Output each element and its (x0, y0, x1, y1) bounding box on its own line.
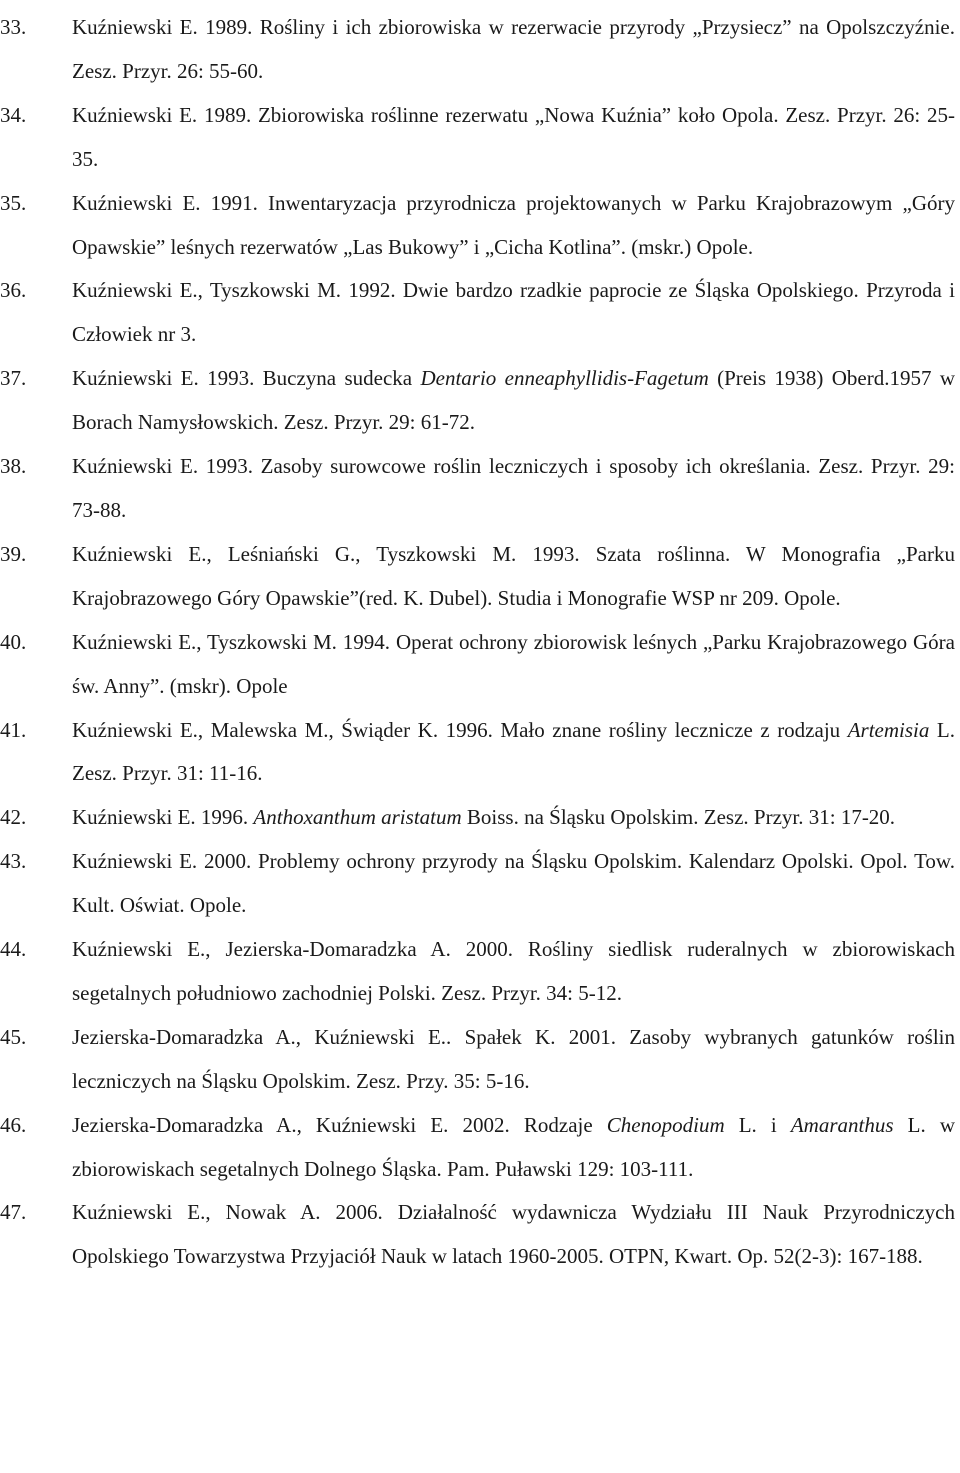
reference-item (0, 6, 955, 94)
reference-text (72, 366, 955, 434)
reference-text-part: Kuźniewski E. 1989. Rośliny i ich zbiorowiska w rezerwacie przyrody „Przysiecz” na Opolszczyźnie. Zesz. Przyr. 26: 55-60. (72, 15, 955, 83)
reference-text (72, 103, 955, 171)
reference-text-part: Kuźniewski E. 1989. Zbiorowiska roślinne rezerwatu „Nowa Kuźnia” koło Opola. Zesz. Przyr. 26: 25-35. (72, 102, 955, 171)
taxon-name-italic: Artemisia (847, 717, 930, 742)
reference-item (0, 533, 955, 621)
reference-item (0, 357, 955, 445)
reference-number: 38. (0, 454, 27, 479)
reference-number: 41. (0, 717, 27, 742)
reference-text (72, 454, 955, 522)
reference-number: 43. (0, 849, 27, 874)
taxon-name-italic: Chenopodium (606, 1112, 725, 1137)
reference-item (0, 840, 955, 928)
reference-number: 39. (0, 541, 27, 566)
reference-item (0, 1191, 955, 1279)
reference-text-part: Kuźniewski E., Tyszkowski M. 1992. Dwie bardzo rzadkie paprocie ze Śląska Opolskiego. Przyroda i Człowiek nr 3. (72, 278, 955, 347)
reference-text-part: L. Zesz. Przyr. 31: 11-16. (72, 717, 956, 786)
reference-number: 45. (0, 1024, 27, 1049)
reference-number: 46. (0, 1112, 27, 1137)
reference-text (72, 278, 955, 346)
reference-text-part: Kuźniewski E., Malewska M., Świąder K. 1996. Mało znane rośliny lecznicze z rodzaju (72, 717, 848, 742)
reference-text-part: Boiss. na Śląsku Opolskim. Zesz. Przyr. 31: 17-20. (461, 805, 896, 830)
reference-text (72, 1113, 955, 1181)
reference-text (72, 542, 955, 610)
reference-item (0, 1104, 955, 1192)
reference-text (72, 191, 955, 259)
reference-text-part: Kuźniewski E., Jezierska-Domaradzka A. 2000. Rośliny siedlisk ruderalnych w zbiorowiskach segetalnych południowo zachodniej Polski. Zesz. Przyr. 34: 5-12. (72, 937, 955, 1005)
reference-number: 35. (0, 190, 27, 215)
reference-text-part: Kuźniewski E. 1996. (72, 805, 254, 830)
reference-number: 44. (0, 937, 27, 962)
taxon-name-italic: Anthoxanthum aristatum (253, 805, 462, 830)
reference-text-part: Jezierska-Domaradzka A., Kuźniewski E.. Spałek K. 2001. Zasoby wybranych gatunków roślin leczniczych na Śląsku Opolskim. Zesz. Przy. 35: 5-16. (72, 1024, 955, 1093)
reference-text (72, 849, 955, 917)
reference-text-part: L. w zbiorowiskach segetalnych Dolnego Śląska. Pam. Puławski 129: 103-111. (72, 1112, 955, 1181)
reference-text (72, 630, 955, 698)
taxon-name-italic: Dentario enneaphyllidis-Fagetum (420, 366, 709, 391)
reference-list (0, 6, 958, 1279)
reference-item (0, 94, 955, 182)
reference-number: 40. (0, 629, 27, 654)
reference-text (72, 15, 955, 83)
reference-text-part: (Preis 1938) Oberd.1957 w Borach Namysłowskich. Zesz. Przyr. 29: 61-72. (72, 366, 955, 435)
reference-text-part: Kuźniewski E. 1991. Inwentaryzacja przyrodnicza projektowanych w Parku Krajobrazowym „Góry Opawskie” leśnych rezerwatów „Las Bukowy” i „Cicha Kotlina”. (mskr.) Opole. (72, 190, 955, 259)
reference-text (72, 718, 955, 786)
reference-text-part: Kuźniewski E., Leśniański G., Tyszkowski M. 1993. Szata roślinna. W Monografia „Parku Krajobrazowego Góry Opawskie”(red. K. Dubel). Studia i Monografie WSP nr 209. Opole. (72, 541, 955, 610)
reference-number: 36. (0, 278, 27, 303)
reference-number: 47. (0, 1200, 27, 1225)
reference-item (0, 269, 955, 357)
reference-number: 33. (0, 15, 27, 39)
reference-text-part: Jezierska-Domaradzka A., Kuźniewski E. 2002. Rodzaje (72, 1112, 607, 1137)
taxon-name-italic: Amaranthus (790, 1112, 894, 1137)
reference-item (0, 928, 955, 1016)
reference-item (0, 445, 955, 533)
reference-text-part: Kuźniewski E. 1993. Buczyna sudecka (72, 366, 421, 391)
reference-text-part: L. i (724, 1112, 791, 1137)
reference-text (72, 937, 955, 1005)
reference-text-part: Kuźniewski E., Tyszkowski M. 1994. Operat ochrony zbiorowisk leśnych „Parku Krajobrazowego Góra św. Anny”. (mskr). Opole (72, 629, 955, 698)
reference-item (0, 1016, 955, 1104)
reference-item (0, 709, 955, 797)
reference-text-part: Kuźniewski E. 1993. Zasoby surowcowe roślin leczniczych i sposoby ich określania. Zesz. Przyr. 29: 73-88. (72, 454, 955, 522)
reference-text-part: Kuźniewski E. 2000. Problemy ochrony przyrody na Śląsku Opolskim. Kalendarz Opolski. Opol. Tow. Kult. Oświat. Opole. (72, 849, 955, 918)
reference-item (0, 796, 955, 840)
reference-number: 42. (0, 805, 27, 830)
reference-item (0, 182, 955, 270)
reference-text-part: Kuźniewski E., Nowak A. 2006. Działalność wydawnicza Wydziału III Nauk Przyrodniczych Opolskiego Towarzystwa Przyjaciół Nauk w latach 1960-2005. OTPN, Kwart. Op. 52(2-3): 167-188. (72, 1200, 955, 1269)
reference-text (72, 1025, 955, 1093)
reference-text (72, 805, 895, 829)
reference-number: 34. (0, 102, 27, 127)
reference-text (72, 1200, 955, 1268)
reference-number: 37. (0, 366, 27, 391)
reference-item (0, 621, 955, 709)
